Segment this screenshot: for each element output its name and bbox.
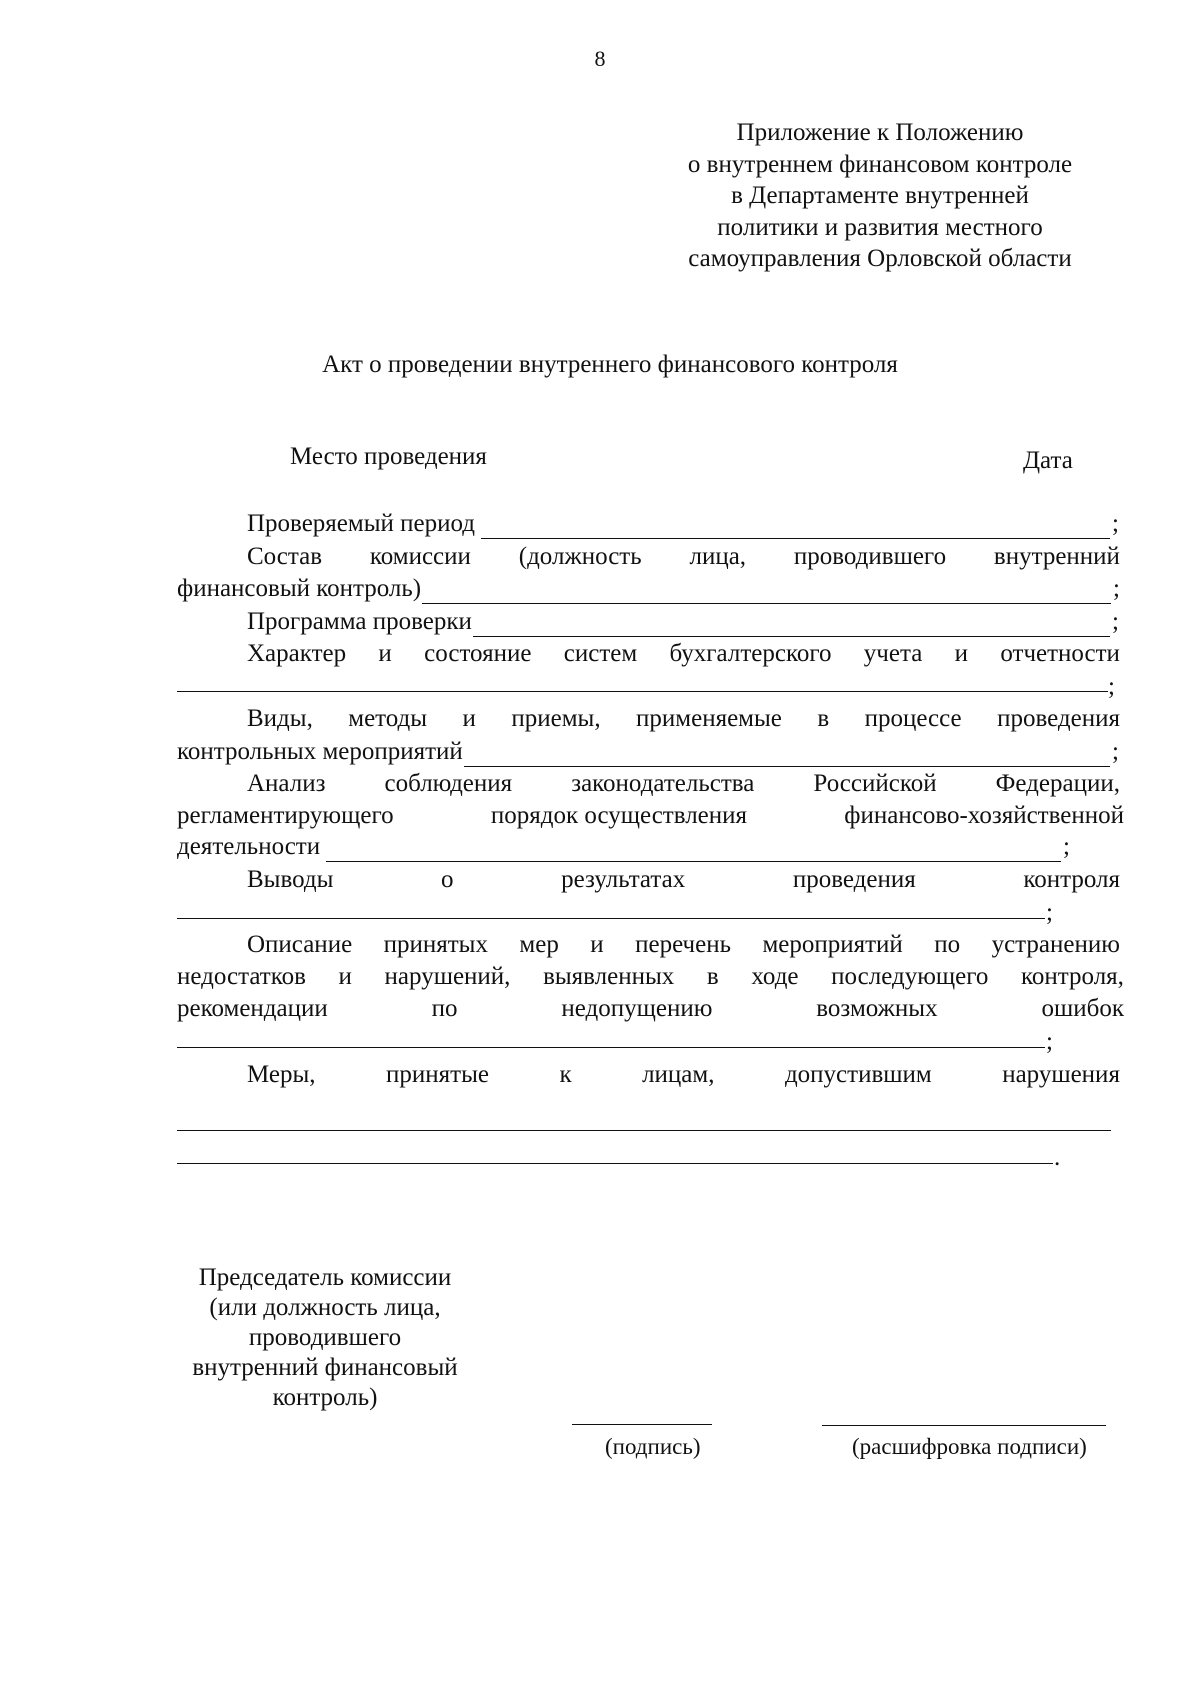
word: мероприятий xyxy=(762,931,903,958)
appendix-header xyxy=(630,117,1130,275)
law-row xyxy=(177,832,1070,862)
measures-desc-line3 xyxy=(177,994,1124,1024)
semicolon: ; xyxy=(1112,608,1119,635)
word: принятые xyxy=(386,1061,489,1088)
word: Российской xyxy=(813,770,937,797)
period-label: Проверяемый период xyxy=(247,510,476,537)
word: (должность xyxy=(518,543,642,570)
word: и xyxy=(338,963,352,990)
conclusions-blank[interactable] xyxy=(177,918,1045,919)
law-line1 xyxy=(247,769,1120,799)
chairman-line: проводившего xyxy=(248,1324,402,1351)
word: в xyxy=(706,963,719,990)
word: комиссии xyxy=(369,543,471,570)
word: процессе xyxy=(864,705,962,732)
page-number: 8 xyxy=(594,46,606,71)
appendix-line: самоуправления Орловской области xyxy=(688,245,1072,272)
word: состояние xyxy=(424,640,532,667)
program-label: Программа проверки xyxy=(247,608,472,635)
word: последующего xyxy=(831,963,989,990)
word: о xyxy=(441,866,454,893)
word: Федерации, xyxy=(995,770,1120,797)
appendix-line: в Департаменте внутренней xyxy=(731,182,1029,209)
word: допустившим xyxy=(784,1061,932,1088)
methods-row xyxy=(177,737,1119,767)
word: порядок осуществления xyxy=(490,802,748,829)
word: систем xyxy=(563,640,638,667)
methods-blank[interactable] xyxy=(464,744,1110,767)
semicolon: ; xyxy=(1046,1028,1053,1055)
semicolon: ; xyxy=(1112,510,1119,537)
word: Анализ xyxy=(247,770,326,797)
methods-line1 xyxy=(247,704,1120,734)
word: ходе xyxy=(751,963,799,990)
period-row xyxy=(247,509,1119,539)
word: финансово-хозяйственной xyxy=(844,802,1124,829)
appendix-line: политики и развития местного xyxy=(717,213,1043,241)
word: перечень xyxy=(635,931,731,958)
semicolon: ; xyxy=(1112,738,1119,765)
word: нарушения xyxy=(1002,1061,1120,1088)
word: Выводы xyxy=(247,866,334,893)
chairman-block xyxy=(160,1263,490,1413)
word: принятых xyxy=(383,931,488,958)
measures-desc-line2 xyxy=(177,962,1124,992)
chairman-line: Председатель комиссии xyxy=(198,1264,452,1291)
word: ошибок xyxy=(1041,995,1124,1022)
word: возможных xyxy=(816,995,938,1022)
word: в xyxy=(817,705,830,732)
commission-blank[interactable] xyxy=(422,581,1111,604)
commission-label: финансовый контроль) xyxy=(177,575,422,602)
word: недостатков xyxy=(177,963,306,990)
program-blank[interactable] xyxy=(473,614,1110,637)
conclusions-line1 xyxy=(247,865,1120,895)
word: контроля xyxy=(1023,866,1120,893)
signature-line[interactable] xyxy=(572,1424,712,1425)
law-label: деятельности xyxy=(177,833,321,860)
semicolon: ; xyxy=(1046,899,1053,926)
word: Виды, xyxy=(247,705,313,732)
word: Меры, xyxy=(247,1061,316,1088)
chairman-line: (или должность лица, xyxy=(209,1294,441,1321)
word: недопущению xyxy=(561,995,713,1022)
word: бухгалтерского xyxy=(669,640,832,667)
word: и xyxy=(954,640,969,667)
commission-row xyxy=(177,574,1120,604)
chairman-line: контроль) xyxy=(272,1384,378,1411)
commission-line1 xyxy=(247,542,1120,572)
law-line2 xyxy=(177,801,1124,831)
document-title: Акт о проведении внутреннего финансового контроля xyxy=(322,351,898,378)
word: приемы, xyxy=(511,705,601,732)
methods-label: контрольных мероприятий xyxy=(177,738,463,765)
word: соблюдения xyxy=(384,770,513,797)
word: Характер xyxy=(247,640,347,667)
word: отчетности xyxy=(1000,640,1120,667)
date-label: Дата xyxy=(1023,447,1073,474)
word: и xyxy=(590,931,604,958)
measures-taken-line1 xyxy=(247,1060,1120,1090)
semicolon: ; xyxy=(1063,833,1070,860)
word: учета xyxy=(863,640,923,667)
measures-taken-blank-2[interactable] xyxy=(177,1163,1053,1164)
accounting-line1 xyxy=(247,639,1120,669)
semicolon: ; xyxy=(1113,575,1120,602)
word: проводившего xyxy=(793,543,947,570)
word: лица, xyxy=(689,543,747,570)
word: выявленных xyxy=(543,963,675,990)
law-blank[interactable] xyxy=(326,839,1061,862)
chairman-line: внутренний финансовый xyxy=(192,1354,458,1381)
measures-taken-blank-1[interactable] xyxy=(177,1130,1111,1131)
place-label: Место проведения xyxy=(290,443,487,470)
word: Состав xyxy=(247,543,323,570)
program-row xyxy=(247,607,1119,637)
decoding-caption: (расшифровка подписи) xyxy=(852,1434,1087,1459)
word: рекомендации xyxy=(177,995,328,1022)
word: методы xyxy=(348,705,428,732)
word: Описание xyxy=(247,931,353,958)
word: лицам, xyxy=(642,1061,715,1088)
word: проведения xyxy=(997,705,1120,732)
word: нарушений, xyxy=(384,963,511,990)
signature-caption: (подпись) xyxy=(605,1434,701,1459)
word: проведения xyxy=(792,866,916,893)
word: к xyxy=(559,1061,572,1088)
word: регламентирующего xyxy=(177,802,394,829)
word: результатах xyxy=(561,866,686,893)
word: и xyxy=(462,705,476,732)
period-mark: . xyxy=(1054,1144,1061,1171)
word: контроля, xyxy=(1021,963,1124,990)
word: мер xyxy=(519,931,559,958)
word: законодательства xyxy=(571,770,755,797)
word: по xyxy=(431,995,458,1022)
semicolon: ; xyxy=(1108,673,1115,700)
appendix-line: о внутреннем финансовом контроле xyxy=(687,150,1073,178)
word: и xyxy=(378,640,392,667)
appendix-line: Приложение к Положению xyxy=(736,119,1024,146)
period-blank[interactable] xyxy=(481,516,1110,539)
measures-desc-line1 xyxy=(247,930,1120,960)
word: применяемые xyxy=(636,705,782,732)
word: устранению xyxy=(991,931,1120,958)
measures-desc-blank[interactable] xyxy=(177,1047,1045,1048)
word: по xyxy=(934,931,961,958)
accounting-blank[interactable] xyxy=(177,691,1108,692)
decoding-line[interactable] xyxy=(822,1425,1106,1426)
word: внутренний xyxy=(993,543,1120,570)
